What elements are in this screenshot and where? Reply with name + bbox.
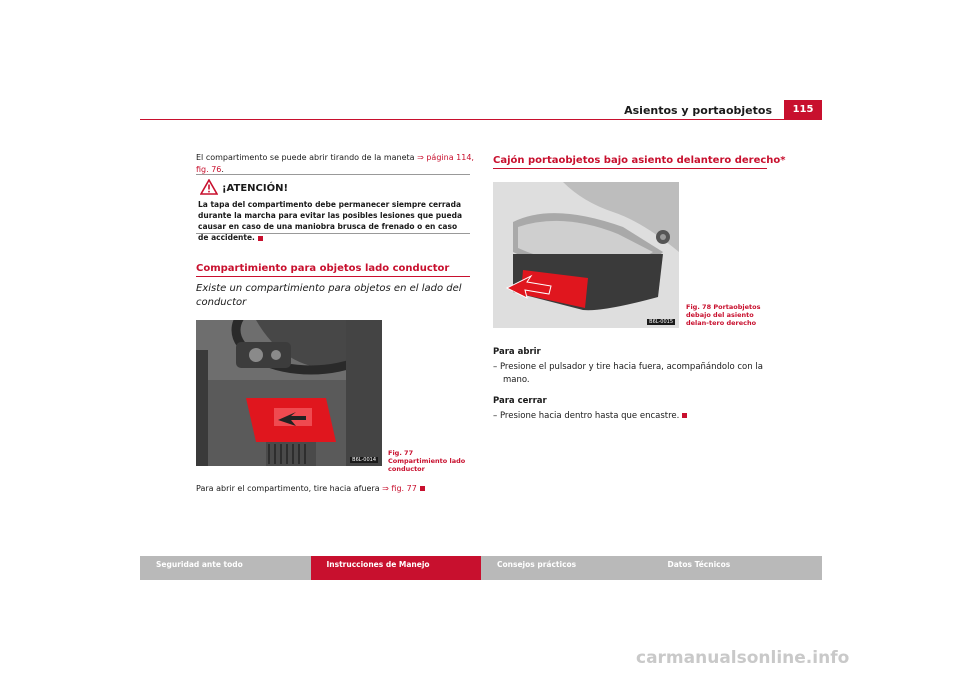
close-step <box>493 410 769 423</box>
warning-title: ¡ATENCIÓN! <box>222 183 289 194</box>
footer-navigation <box>140 556 822 580</box>
footer-tab-safety[interactable]: Seguridad ante todo <box>140 556 311 580</box>
intro-end: . <box>221 165 224 174</box>
intro-text: El compartimento se puede abrir tirando de la maneta <box>196 153 415 162</box>
section-rule-driver <box>196 276 470 277</box>
figure-78-caption: Fig. 78 Portaobjetos debajo del asiento delan-tero derecho <box>686 303 761 327</box>
close-label: Para cerrar <box>493 396 547 406</box>
page-number: 115 <box>784 100 822 120</box>
intro-reference-link[interactable]: ⇒ página 114, fig. 76 <box>196 153 474 174</box>
section-heading-drawer: Cajón portaobjetos bajo asiento delantero derecho* <box>493 155 786 166</box>
section-rule-drawer <box>493 168 767 169</box>
footer-tab-practical-tips[interactable]: Consejos prácticos <box>481 556 652 580</box>
header-rule <box>140 119 822 120</box>
footer-tab-operating-instructions[interactable]: Instrucciones de Manejo <box>311 556 482 580</box>
end-marker-icon <box>682 413 687 418</box>
intro-paragraph <box>196 152 486 176</box>
warning-triangle-icon <box>200 179 218 195</box>
section-heading-driver: Compartimiento para objetos lado conductor <box>196 263 450 274</box>
figure-77-code: B6L-0014 <box>352 457 376 463</box>
page-header-title: Asientos y portaobjetos <box>624 104 772 117</box>
figure-77-image <box>196 320 382 466</box>
end-marker-icon <box>420 486 425 491</box>
close-step-text: – Presione hacia dentro hasta que encastre. <box>493 411 680 421</box>
end-marker-icon <box>258 236 263 241</box>
figure-77-caption: Fig. 77 Compartimiento lado conductor <box>388 449 466 473</box>
figure-78-image <box>493 182 679 328</box>
watermark: carmanualsonline.info <box>636 648 850 668</box>
seat-illustration <box>493 182 679 328</box>
section-subheading-driver: Existe un compartimiento para objetos en el lado del conductor <box>196 283 462 308</box>
fig-77-reference-link[interactable]: ⇒ fig. 77 <box>382 484 417 493</box>
open-step: – Presione el pulsador y tire hacia fuera, acompañándolo con la mano. <box>493 362 763 385</box>
footer-tab-technical-data[interactable]: Datos Técnicos <box>652 556 823 580</box>
warning-body: La tapa del compartimento debe permanecer siempre cerrada durante la marcha para evitar las posibles lesiones que pueda causar en caso de una maniobra brusca de frenado o en caso de accidente. <box>198 200 463 242</box>
open-compartment-text <box>196 483 476 495</box>
open-label: Para abrir <box>493 347 541 357</box>
warning-text <box>198 199 468 243</box>
dashboard-illustration <box>196 320 382 466</box>
figure-78-code: B6L-0015 <box>649 319 673 325</box>
open-text: Para abrir el compartimento, tire hacia afuera <box>196 484 380 493</box>
warning-box <box>196 174 470 242</box>
